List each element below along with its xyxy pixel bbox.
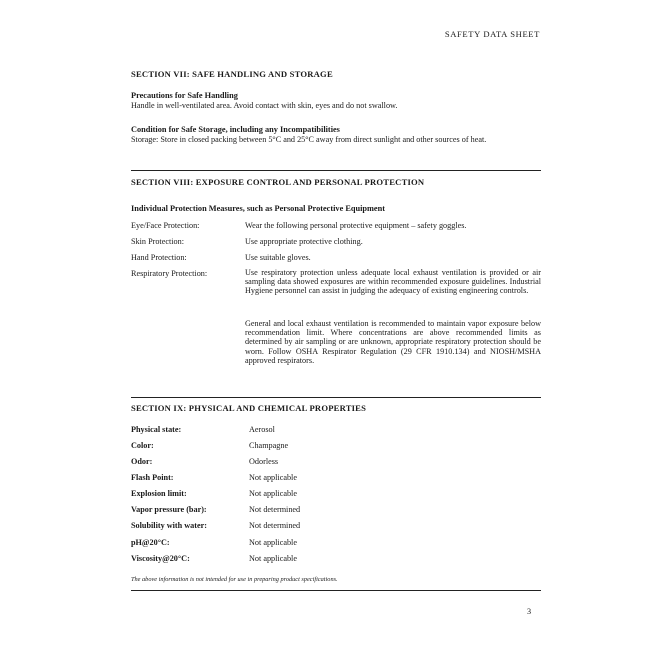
- property-label: Color:: [131, 441, 154, 450]
- section-divider: [131, 590, 541, 591]
- section-9-title: SECTION IX: PHYSICAL AND CHEMICAL PROPERTIES: [131, 403, 367, 413]
- disclaimer-text: The above information is not intended for use in preparing product specifications.: [131, 576, 338, 583]
- property-label: Odor:: [131, 457, 153, 466]
- property-label: Explosion limit:: [131, 489, 187, 498]
- section-divider: [131, 170, 541, 171]
- property-label: Solubility with water:: [131, 521, 207, 530]
- page-number: 3: [527, 607, 532, 616]
- property-label: Flash Point:: [131, 473, 174, 482]
- property-label: Vapor pressure (bar):: [131, 505, 207, 514]
- respiratory-protection-label: Respiratory Protection:: [131, 269, 208, 278]
- section-divider: [131, 397, 541, 398]
- property-value: Not applicable: [249, 489, 297, 498]
- skin-protection-value: Use appropriate protective clothing.: [245, 237, 363, 246]
- property-value: Not applicable: [249, 554, 297, 563]
- respiratory-protection-value: Use respiratory protection unless adequate local exhaust ventilation is provided or air sampling data showed exposures are within recommended exposure guidelines. Industrial Hygiene personnel can assist in judging the adequacy of existing engineering controls.: [245, 268, 541, 296]
- property-label: Viscosity@20°C:: [131, 554, 190, 563]
- hand-protection-value: Use suitable gloves.: [245, 253, 311, 262]
- property-value: Aerosol: [249, 425, 275, 434]
- ventilation-text: General and local exhaust ventilation is recommended to maintain vapor exposure below recommendation limit. Where concentrations are above recommended limits as determined by air sampling or are unknown, appropriate respiratory protection should be worn. Follow OSHA Respirator Regulation (29 CFR 1910.134) and NIOSH/MSHA approved respirators.: [245, 319, 541, 365]
- skin-protection-label: Skin Protection:: [131, 237, 184, 246]
- section-8-title: SECTION VIII: EXPOSURE CONTROL AND PERSONAL PROTECTION: [131, 177, 425, 187]
- property-value: Not determined: [249, 505, 301, 514]
- property-value: Odorless: [249, 457, 279, 466]
- property-value: Champagne: [249, 441, 289, 450]
- ppe-heading: Individual Protection Measures, such as Personal Protective Equipment: [131, 204, 385, 213]
- storage-text: Storage: Store in closed packing between 5°C and 25°C away from direct sunlight and other sources of heat.: [131, 135, 487, 144]
- property-label: pH@20°C:: [131, 538, 170, 547]
- hand-protection-label: Hand Protection:: [131, 253, 187, 262]
- document-header-title: SAFETY DATA SHEET: [444, 29, 540, 39]
- property-label: Physical state:: [131, 425, 182, 434]
- property-value: Not applicable: [249, 538, 297, 547]
- storage-heading: Condition for Safe Storage, including any Incompatibilities: [131, 125, 340, 134]
- property-value: Not applicable: [249, 473, 297, 482]
- property-value: Not determined: [249, 521, 301, 530]
- eye-protection-value: Wear the following personal protective equipment – safety goggles.: [245, 221, 467, 230]
- precautions-text: Handle in well-ventilated area. Avoid contact with skin, eyes and do not swallow.: [131, 101, 398, 110]
- precautions-heading: Precautions for Safe Handling: [131, 91, 238, 100]
- section-7-title: SECTION VII: SAFE HANDLING AND STORAGE: [131, 69, 333, 79]
- eye-protection-label: Eye/Face Protection:: [131, 221, 200, 230]
